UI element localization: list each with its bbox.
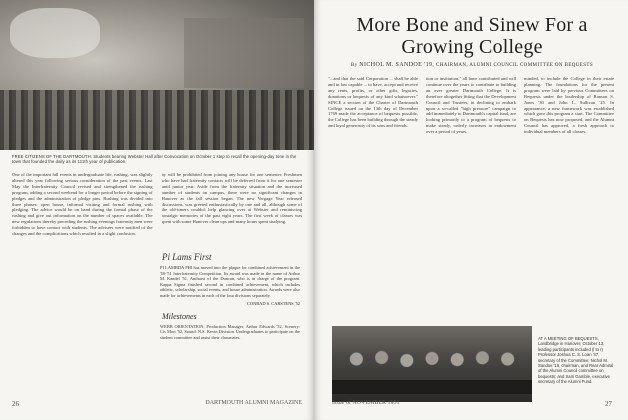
meeting-photo xyxy=(332,326,532,402)
sidebar-box xyxy=(160,250,300,372)
byline xyxy=(332,62,612,68)
magazine-title: DARTMOUTH ALUMNI MAGAZINE xyxy=(205,400,302,406)
issue-label: Issue of NOVEMBER 1951 xyxy=(332,400,400,406)
page-number: 26 xyxy=(12,400,19,408)
box-signature: CONRAD S. CARSTENS '52 xyxy=(246,300,300,306)
article-column-2: by will be prohibited from joining any house for one semester. Freshmen who have had fraternity contacts will be deferred from it for one semester until junior year. Aside from the fraternity situation and the increased number of students on campus, there were no significant changes in Hanover as the fall session began. The new Vergage Year released discussions, was greeted enthusiastically by one and all, although some of the old-timers couldn't help glancing over at Webster and reminiscing nostalgic memories of the past eight years. The first week of classes was spent with some Hanover clean ups and many hours spent studying. xyxy=(161,172,302,225)
article-column-r1: "...and that the said Corporation ... shall be able and in law capable ... to have, accept and receive any rents, profits, or other gifts, legacies, donations or bequests of any kind whatsoever." SINCE a section of the Charter of Dartmouth College issued on the 13th day of December 1769 made the acceptance of bequests possible, the College has been building through the steady and loyal generosity of its sons and friends. xyxy=(328,76,418,129)
left-folio xyxy=(12,400,302,408)
right-folio xyxy=(332,400,612,408)
students-photo xyxy=(0,0,314,150)
article-columns-right xyxy=(328,76,614,324)
article-column-r3: minded, to include the College in their estate planning. The foundations for the present program were laid by previous Committees on Bequests under the leadership of Ranson S. Jones '30 and John L. Sullivan '25. In appearance, a new framework was established which gave this program a start. The Committee on Bequests has now proposed, and the Alumni Council has approved, a fresh approach to individual members of all classes. xyxy=(524,76,614,135)
article-headline: More Bone and Sinew For a Growing College xyxy=(356,14,588,58)
byline-title: CHAIRMAN, ALUMNI COUNCIL COMMITTEE ON BEQUESTS xyxy=(435,63,594,68)
milestones-body: WEBB ORIENTATION, Production Manager, Arthur Edwards '52, Scenery: Cis Mort '52, Sound: N.S. Kevin Division. Undergraduates to participate on the student committee and assist their classmates. xyxy=(160,323,300,340)
article-column-r2: tion or institution," all have contributed and will continue over the years to contribute to building an ever greater Dartmouth College. It is therefore altogether fitting that the Development Council and Trustees, in declining to embark upon a so-called "high pressure" campaign to add immediately to Dartmouth's capital fund, are looking primarily to a program of bequests to make steady, orderly increases in endowment over a period of years. xyxy=(426,76,516,135)
article-column-1: One of the important fall events in undergraduate life, rushing, was slightly altered this year following serious consideration of the past events. Last May the Interfraternity Council revised and strengthened the rushing program, adding a second weekend for a longer period before the signing of pledges and the administration of pledge pins. Rushing was divided into three phases: open house, informal visiting and formal rushing with pledging. The advice would be on hand during the formal phase of the rushing and give out information on the number of spaces available. The new regulations thereby preceding the rushing evenings fraternity men were forbidden to have contact with students. The advisers were notified of the changes and the complications which resulted in a slight confusion. xyxy=(12,172,153,237)
box-body: PI LAMBDA PHI has moved into the plaque for combined achievement in the '50-'51 Interfraternity Competition. Its award was made in the name of Arthur M. Kandel '51, Amhurst of the Duncan, who is in charge of the program. Kappa Sigma finished second in combined achievement, which includes athletic, scholarship, social events, and house administration. Awards were also made for achievements in each of the four divisions separately. xyxy=(160,265,300,298)
byline-author: NICHOL M. SANDOE '19, xyxy=(359,62,435,68)
meeting-photo-caption: AT A MEETING OF BEQUESTS, Landbridge in Hanover, October 13, leading participants included (l to r) Professor Joshua C. S. Loan '47, secretary of the Committee; Nichol M. Sandoe '19, chairman, and Rear Admiral of the Alumni Council committee on bequests; and Sam Gamble, executive secretary of the Alumni Fund. xyxy=(538,336,614,385)
milestones-title: Milestones xyxy=(162,311,197,321)
photo-caption: FREE CITIZENS OF THE DARTMOUTH: Students bearing Webster Hall after Convocation on October 1 step to recall the opening-day tone in the town that founded the daily as its 111th year of publication. xyxy=(12,154,297,165)
right-page xyxy=(314,0,628,420)
box-title: Pi Lams First xyxy=(162,252,212,262)
page-number-right: 27 xyxy=(605,400,612,408)
byline-prefix: By xyxy=(350,63,358,68)
